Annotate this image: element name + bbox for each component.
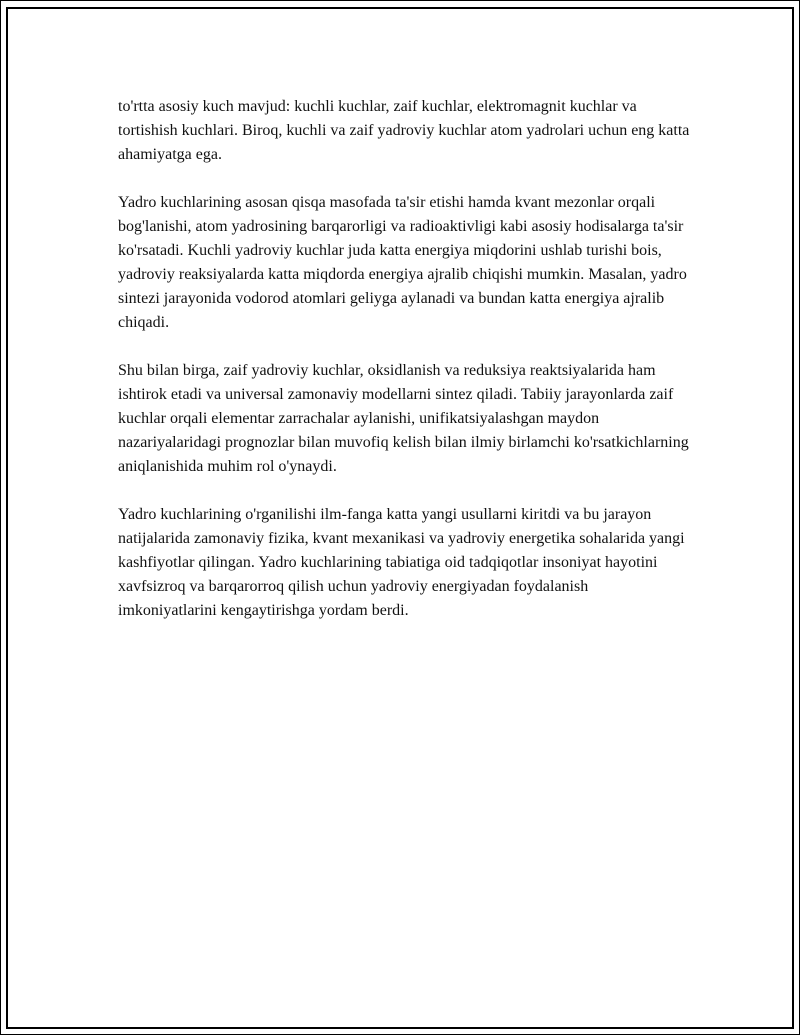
paragraph-1: to'rtta asosiy kuch mavjud: kuchli kuchlar, zaif kuchlar, elektromagnit kuchlar va tortishish kuchlari. Biroq, kuchli va zaif yadroviy kuchlar atom yadrolari uchun eng katta ahamiyatga ega. [118, 98, 690, 163]
paragraph-3: Shu bilan birga, zaif yadroviy kuchlar, oksidlanish va reduksiya reaktsiyalarida ham ishtirok etadi va universal zamonaviy modellarni sintez qiladi. Tabiiy jarayonlarda zaif kuchlar orqali elementar zarrachalar aylanishi, unifikatsiyalashgan maydon nazariyalaridagi prognozlar bilan muvofiq kelish bilan ilmiy birlamchi ko'rsatkichlarning aniqlanishida muhim rol o'ynaydi. [118, 362, 689, 475]
paragraph-4: Yadro kuchlarining o'rganilishi ilm-fanga katta yangi usullarni kiritdi va bu jarayon natijalarida zamonaviy fizika, kvant mexanikasi va yadroviy energetika sohalarida yangi kashfiyotlar qilingan. Yadro kuchlarining tabiatiga oid tadqiqotlar insoniyat hayotini xavfsizroq va barqarorroq qilish uchun yadroviy energiyadan foydalanish imkoniyatlarini kengaytirishga yordam berdi. [118, 506, 685, 619]
document-body [118, 95, 690, 647]
paragraph-2: Yadro kuchlarining asosan qisqa masofada ta'sir etishi hamda kvant mezonlar orqali bog'lanishi, atom yadrosining barqarorligi va radioaktivligi kabi asosiy hodisalarga ta'sir ko'rsatadi. Kuchli yadroviy kuchlar juda katta energiya miqdorini ushlab turishi bois, yadroviy reaksiyalarda katta miqdorda energiya ajralib chiqishi mumkin. Masalan, yadro sintezi jarayonida vodorod atomlari geliyga aylanadi va bundan katta energiya ajralib chiqadi. [118, 194, 687, 331]
